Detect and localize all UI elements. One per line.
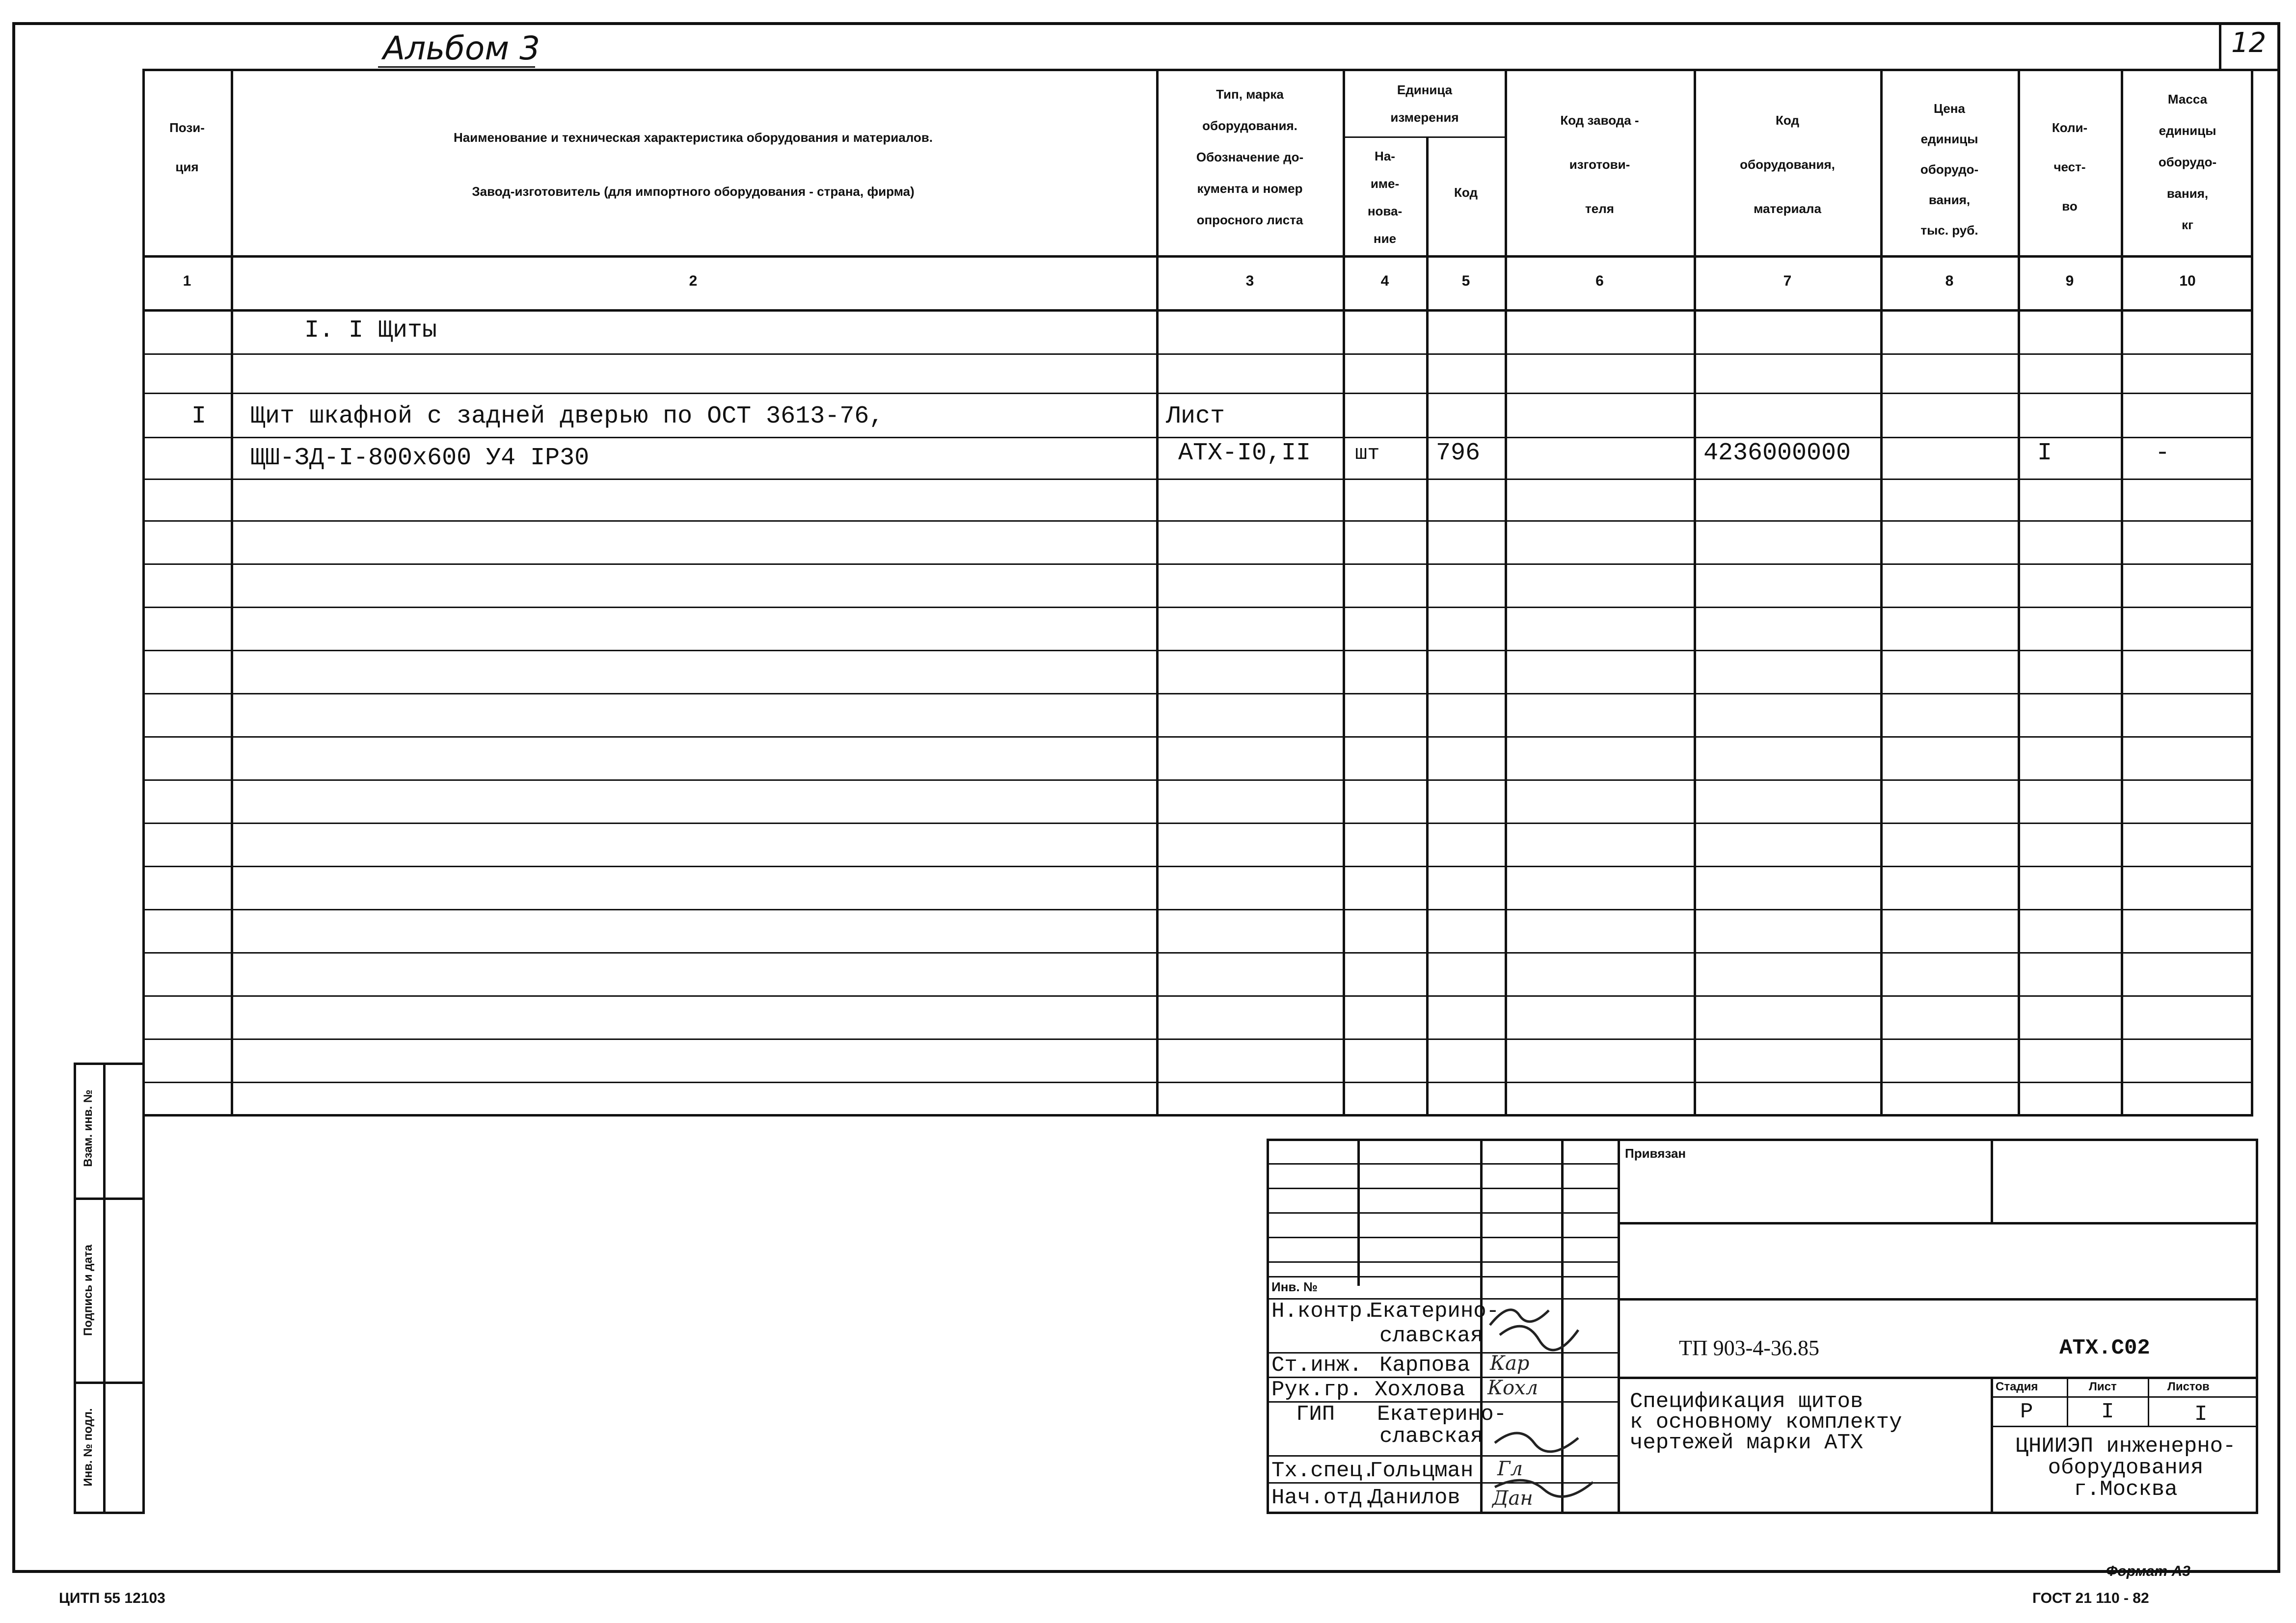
- col-sep-1: [231, 69, 233, 1114]
- hdr-col7: Код оборудования, материала: [1740, 113, 1835, 216]
- hdr-col4: На- имe- нова- ние: [1367, 149, 1403, 246]
- tb-name-5: Екатерино-: [1377, 1402, 1507, 1427]
- row-line: [142, 823, 2253, 824]
- side-stamp-replace: Взам. инв. №: [81, 1090, 95, 1167]
- tb-role-4: Рук.гр.: [1271, 1378, 1362, 1402]
- item-name-line2: ЩШ-ЗД-I-800х600 У4 IP30: [250, 444, 590, 472]
- tb-v-5: [1991, 1139, 1993, 1222]
- tb-name-1: Екатерино-: [1370, 1299, 1500, 1324]
- colnum-1: 1: [183, 273, 191, 289]
- footer-gost: ГОСТ 21 110 - 82: [2032, 1590, 2149, 1606]
- hdr-col3: Тип, марка оборудования. Обозначение до- кумента и номер опросного листа: [1196, 87, 1304, 227]
- tb-name-8: Данилов: [1370, 1486, 1460, 1510]
- title-block-row-line: [1267, 1276, 1618, 1277]
- tb-role-3: Ст.инж.: [1271, 1353, 1362, 1378]
- tb-role-5: ГИП: [1296, 1402, 1335, 1427]
- drawing-title: Спецификация щитов к основному комплекту чертежей марки АТХ: [1630, 1389, 1902, 1455]
- table-bottom-line: [142, 1114, 2253, 1117]
- tb-role-7: Тх.спец.: [1271, 1459, 1376, 1483]
- stage-label: Стадия: [1996, 1380, 2038, 1393]
- title-block-row-line: [1267, 1237, 1618, 1238]
- colnum-3: 3: [1245, 273, 1254, 289]
- tb-role-8: Нач.отд.: [1271, 1486, 1376, 1510]
- item-name-line1: Щит шкафной с задней дверью по ОСТ 3613-76,: [250, 402, 884, 430]
- tb-inv-no: Инв. №: [1271, 1279, 1318, 1294]
- sheet-value: I: [2101, 1400, 2114, 1424]
- sheet-number: 12: [2231, 27, 2267, 59]
- row-line: [142, 1082, 2253, 1083]
- row-line: [142, 736, 2253, 738]
- tb-stage-v-1: [2067, 1377, 2068, 1426]
- tb-name-6: славская: [1379, 1424, 1484, 1449]
- row-line: [142, 563, 2253, 565]
- row-line: [142, 437, 2253, 438]
- colnum-5: 5: [1461, 273, 1470, 289]
- item-equipment-code: 4236000000: [1703, 439, 1851, 467]
- row-line: [142, 952, 2253, 954]
- signature-1: Кар: [1490, 1352, 1530, 1375]
- tb-name-2: славская: [1379, 1324, 1484, 1348]
- hdr-unit-group: Единица измерения: [1390, 82, 1459, 125]
- sheet-label: Лист: [2089, 1380, 2117, 1393]
- section-title: I. I Щиты: [304, 317, 437, 345]
- row-line: [142, 693, 2253, 694]
- tb-name-4: Хохлова: [1375, 1378, 1465, 1402]
- tb-name-3: Карпова: [1379, 1353, 1470, 1378]
- project-code: ТП 903-4-36.85: [1679, 1336, 1819, 1360]
- colnum-4: 4: [1380, 273, 1389, 289]
- item-type-line1: Лист: [1166, 402, 1225, 430]
- item-unit-code: 796: [1436, 439, 1481, 467]
- item-position: I: [191, 402, 207, 430]
- hdr-col8: Цена единицы оборудо- вания, тыс. руб.: [1920, 101, 1979, 238]
- row-line: [142, 650, 2253, 651]
- tb-role-1: Н.контр.: [1271, 1299, 1376, 1324]
- hdr-col1: Пози- ция: [169, 120, 205, 174]
- side-stamp-sign-date: Подпись и дата: [81, 1245, 95, 1336]
- hdr-col10: Масса единицы оборудо- вания, кг: [2158, 92, 2217, 232]
- title-block-row-line: [1267, 1163, 1618, 1165]
- format-label: Формат А3: [2106, 1563, 2190, 1579]
- row-line: [142, 607, 2253, 608]
- tb-name-7: Гольцман: [1370, 1459, 1474, 1483]
- sheets-label: Листов: [2167, 1380, 2210, 1393]
- tb-right-h-2: [1618, 1298, 2258, 1301]
- title-block-row-line: [1267, 1188, 1618, 1189]
- header-bottom-line: [142, 255, 2253, 258]
- side-stamp-divider: [103, 1063, 106, 1514]
- colnum-2: 2: [689, 273, 698, 289]
- tb-stage-h-2: [1991, 1426, 2258, 1427]
- row-line: [142, 479, 2253, 480]
- sheets-value: I: [2194, 1402, 2208, 1427]
- title-block-row-line: [1267, 1261, 1618, 1263]
- title-block-row-line: [1267, 1212, 1618, 1214]
- row-line: [142, 520, 2253, 522]
- footer-left-code: ЦИТП 55 12103: [59, 1590, 165, 1606]
- row-line: [142, 1038, 2253, 1040]
- row-line: [142, 393, 2253, 394]
- hdr-col5: Код: [1454, 185, 1478, 200]
- organization: ЦНИИЭП инженерно- оборудования г.Москва: [2015, 1434, 2236, 1502]
- item-type-line2: АТХ-I0,II: [1178, 439, 1311, 467]
- row-line: [142, 866, 2253, 867]
- row-line: [142, 353, 2253, 355]
- hdr-col2: Наименование и техническая характеристика оборудования и материалов. Завод-изготовитель (для импортного оборудования - страна, фирма): [453, 130, 933, 199]
- colnum-bottom-line: [142, 309, 2253, 312]
- colnum-8: 8: [1945, 273, 1954, 289]
- item-mass: -: [2155, 439, 2170, 467]
- row-line: [142, 995, 2253, 997]
- side-stamp-inv-orig: Инв. № подл.: [81, 1408, 95, 1487]
- row-line: [142, 909, 2253, 910]
- colnum-7: 7: [1783, 273, 1792, 289]
- tb-stage-h-1: [1991, 1396, 2258, 1398]
- item-unit: шт: [1355, 442, 1380, 465]
- item-quantity: I: [2037, 439, 2053, 467]
- colnum-6: 6: [1595, 273, 1604, 289]
- tb-right-h-3: [1618, 1377, 2258, 1379]
- tb-bound-label: Привязан: [1625, 1146, 1686, 1161]
- tb-right-h-1: [1618, 1222, 2258, 1224]
- album-title: Альбом 3: [383, 29, 540, 67]
- tb-stage-v-2: [2148, 1377, 2149, 1426]
- signature-2: Кохл: [1487, 1377, 1539, 1399]
- row-line: [142, 779, 2253, 781]
- side-stamp-line-1: [74, 1197, 145, 1200]
- colnum-9: 9: [2065, 273, 2074, 289]
- album-underline: [378, 66, 535, 68]
- hdr-col6: Код завода - изготови- теля: [1560, 113, 1639, 216]
- stage-value: Р: [2020, 1400, 2033, 1424]
- tb-v-4: [1618, 1139, 1620, 1514]
- colnum-10: 10: [2179, 273, 2196, 289]
- signature-4: Дан: [1492, 1487, 1533, 1510]
- hdr-col9: Коли- чест- во: [2052, 120, 2088, 213]
- signature-scribbles: [1480, 1296, 1618, 1512]
- unit-group-line: [1343, 136, 1507, 138]
- doc-code: АТХ.С02: [2059, 1336, 2150, 1360]
- signature-3: Гл: [1497, 1458, 1523, 1480]
